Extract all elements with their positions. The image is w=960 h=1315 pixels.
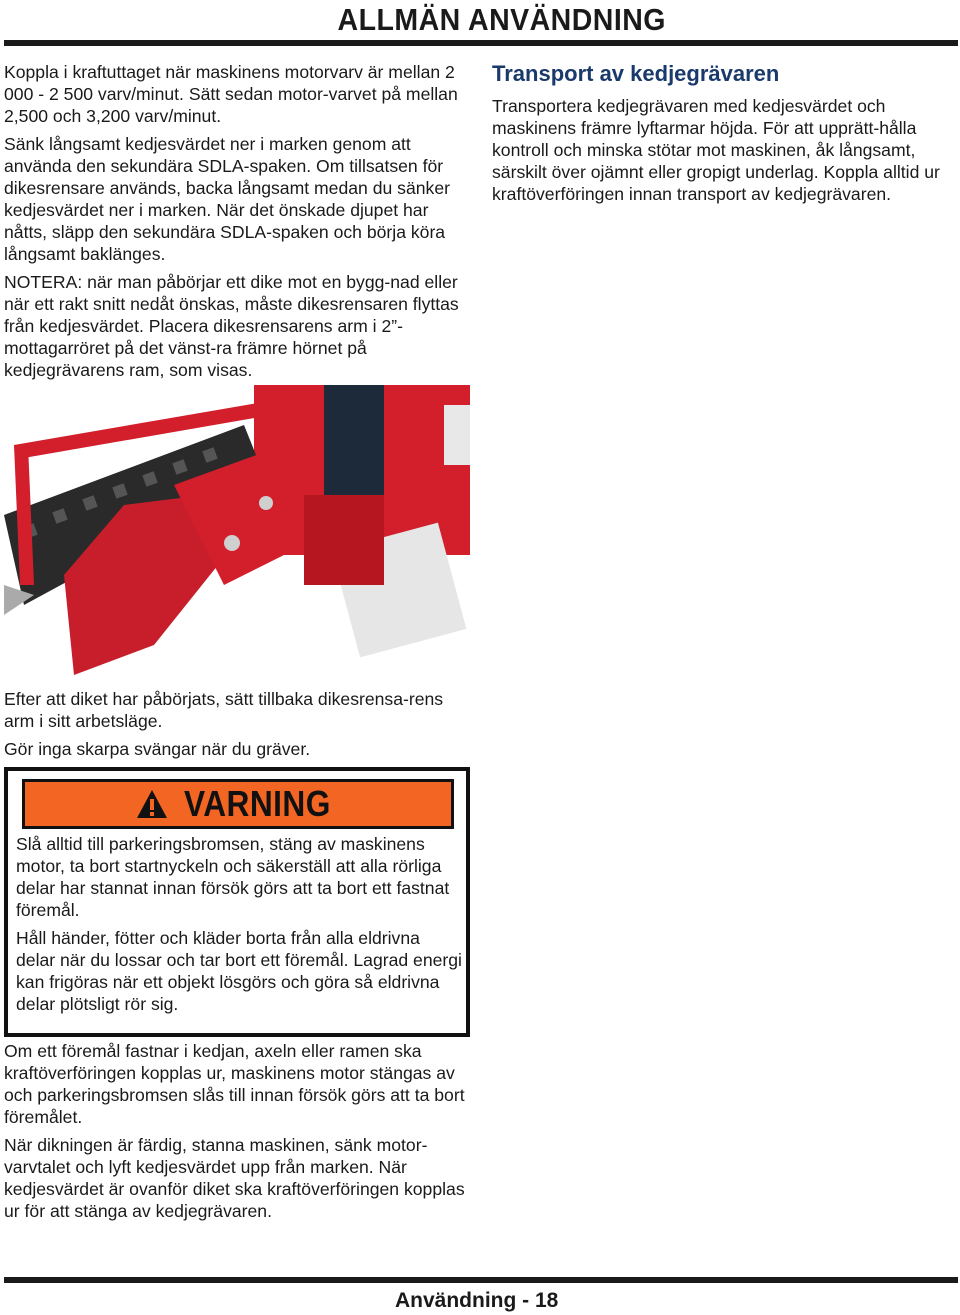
footer-rule [4, 1277, 958, 1283]
paragraph-restore-arm: Efter att diket har påbörjats, sätt tillbaka dikesrensa-rens arm i sitt arbetsläge. [4, 689, 444, 731]
paragraph-no-sharp-turns: Gör inga skarpa svängar när du gräver. [4, 739, 311, 759]
warning-paragraph-brake: Slå alltid till parkeringsbromsen, stäng av maskinens motor, ta bort startnyckeln och säkerställ att alla rörliga delar har stannat innan försök görs att ta bort ett fastnat föremål. [16, 834, 450, 920]
right-column [492, 61, 958, 211]
paragraph-transport: Transportera kedjegrävaren med kedjesvärdet och maskinens främre lyftarmar höjda. För att upprätt-hålla kontroll och minska stötar mot maskinen, åk långsamt, särskilt över ojämnt eller gropigt underlag. Koppla alltid ur kraftöverföringen innan transport av kedjegrävaren. [492, 96, 940, 204]
paragraph-finish-trenching: När dikningen är färdig, stanna maskinen, sänk motor-varvtalet och lyft kedjesvärdet upp från marken. När kedjesvärdet är ovanför diket ska kraftöverföringen kopplas ur för att stänga av kedjegrävaren. [4, 1135, 465, 1221]
warning-text [16, 833, 462, 1021]
paragraph-pto-rpm: Koppla i kraftuttaget när maskinens motorvarv är mellan 2 000 - 2 500 varv/minut. Sätt sedan motor-varvet på mellan 2,500 och 3,200 varv/minut. [4, 62, 458, 126]
paragraph-lower-bar: Sänk långsamt kedjesvärdet ner i marken genom att använda den sekundära SDLA-spaken. Om tillsatsen för dikesrensare används, backa långsamt medan du sänker kedjesvärdet ner i marken. När det önskade djupet har nåtts, släpp den sekundära SDLA-spaken och börja köra långsamt baklänges. [4, 134, 450, 264]
page-number: Användning - 18 [395, 1289, 559, 1312]
warning-triangle-icon [136, 789, 168, 819]
paragraph-object-stuck: Om ett föremål fastnar i kedjan, axeln eller ramen ska kraftöverföringen kopplas ur, maskinens motor stängas av och parkeringsbromsen slås till innan försök görs att ta bort föremålet. [4, 1041, 465, 1127]
bottom-text [4, 1040, 470, 1228]
page-header-title: ALLMÄN ANVÄNDNING [337, 2, 666, 37]
warning-paragraph-hands: Håll händer, fötter och kläder borta från alla eldrivna delar när du lossar och tar bort ett föremål. Lagrad energi kan frigöras när ett objekt lösgörs och göra så eldrivna delar plötsligt rör sig. [16, 928, 462, 1014]
warning-label: VARNING [183, 783, 331, 824]
warning-box [4, 767, 470, 1037]
header-rule [4, 40, 958, 46]
warning-banner [22, 779, 454, 829]
after-photo-text [4, 688, 470, 766]
transport-heading: Transport av kedjegrävaren [492, 61, 780, 86]
trencher-photo [4, 385, 470, 675]
left-column [4, 61, 470, 387]
paragraph-note-crumber: NOTERA: när man påbörjar ett dike mot en bygg-nad eller när ett rakt snitt nedåt önskas, måste dikesrensaren flyttas från kedjesvärdet. Placera dikesrensarens arm i 2”-mottagarröret på det vänst-ra främre hörnet på kedjegrävarens ram, som visas. [4, 272, 459, 380]
